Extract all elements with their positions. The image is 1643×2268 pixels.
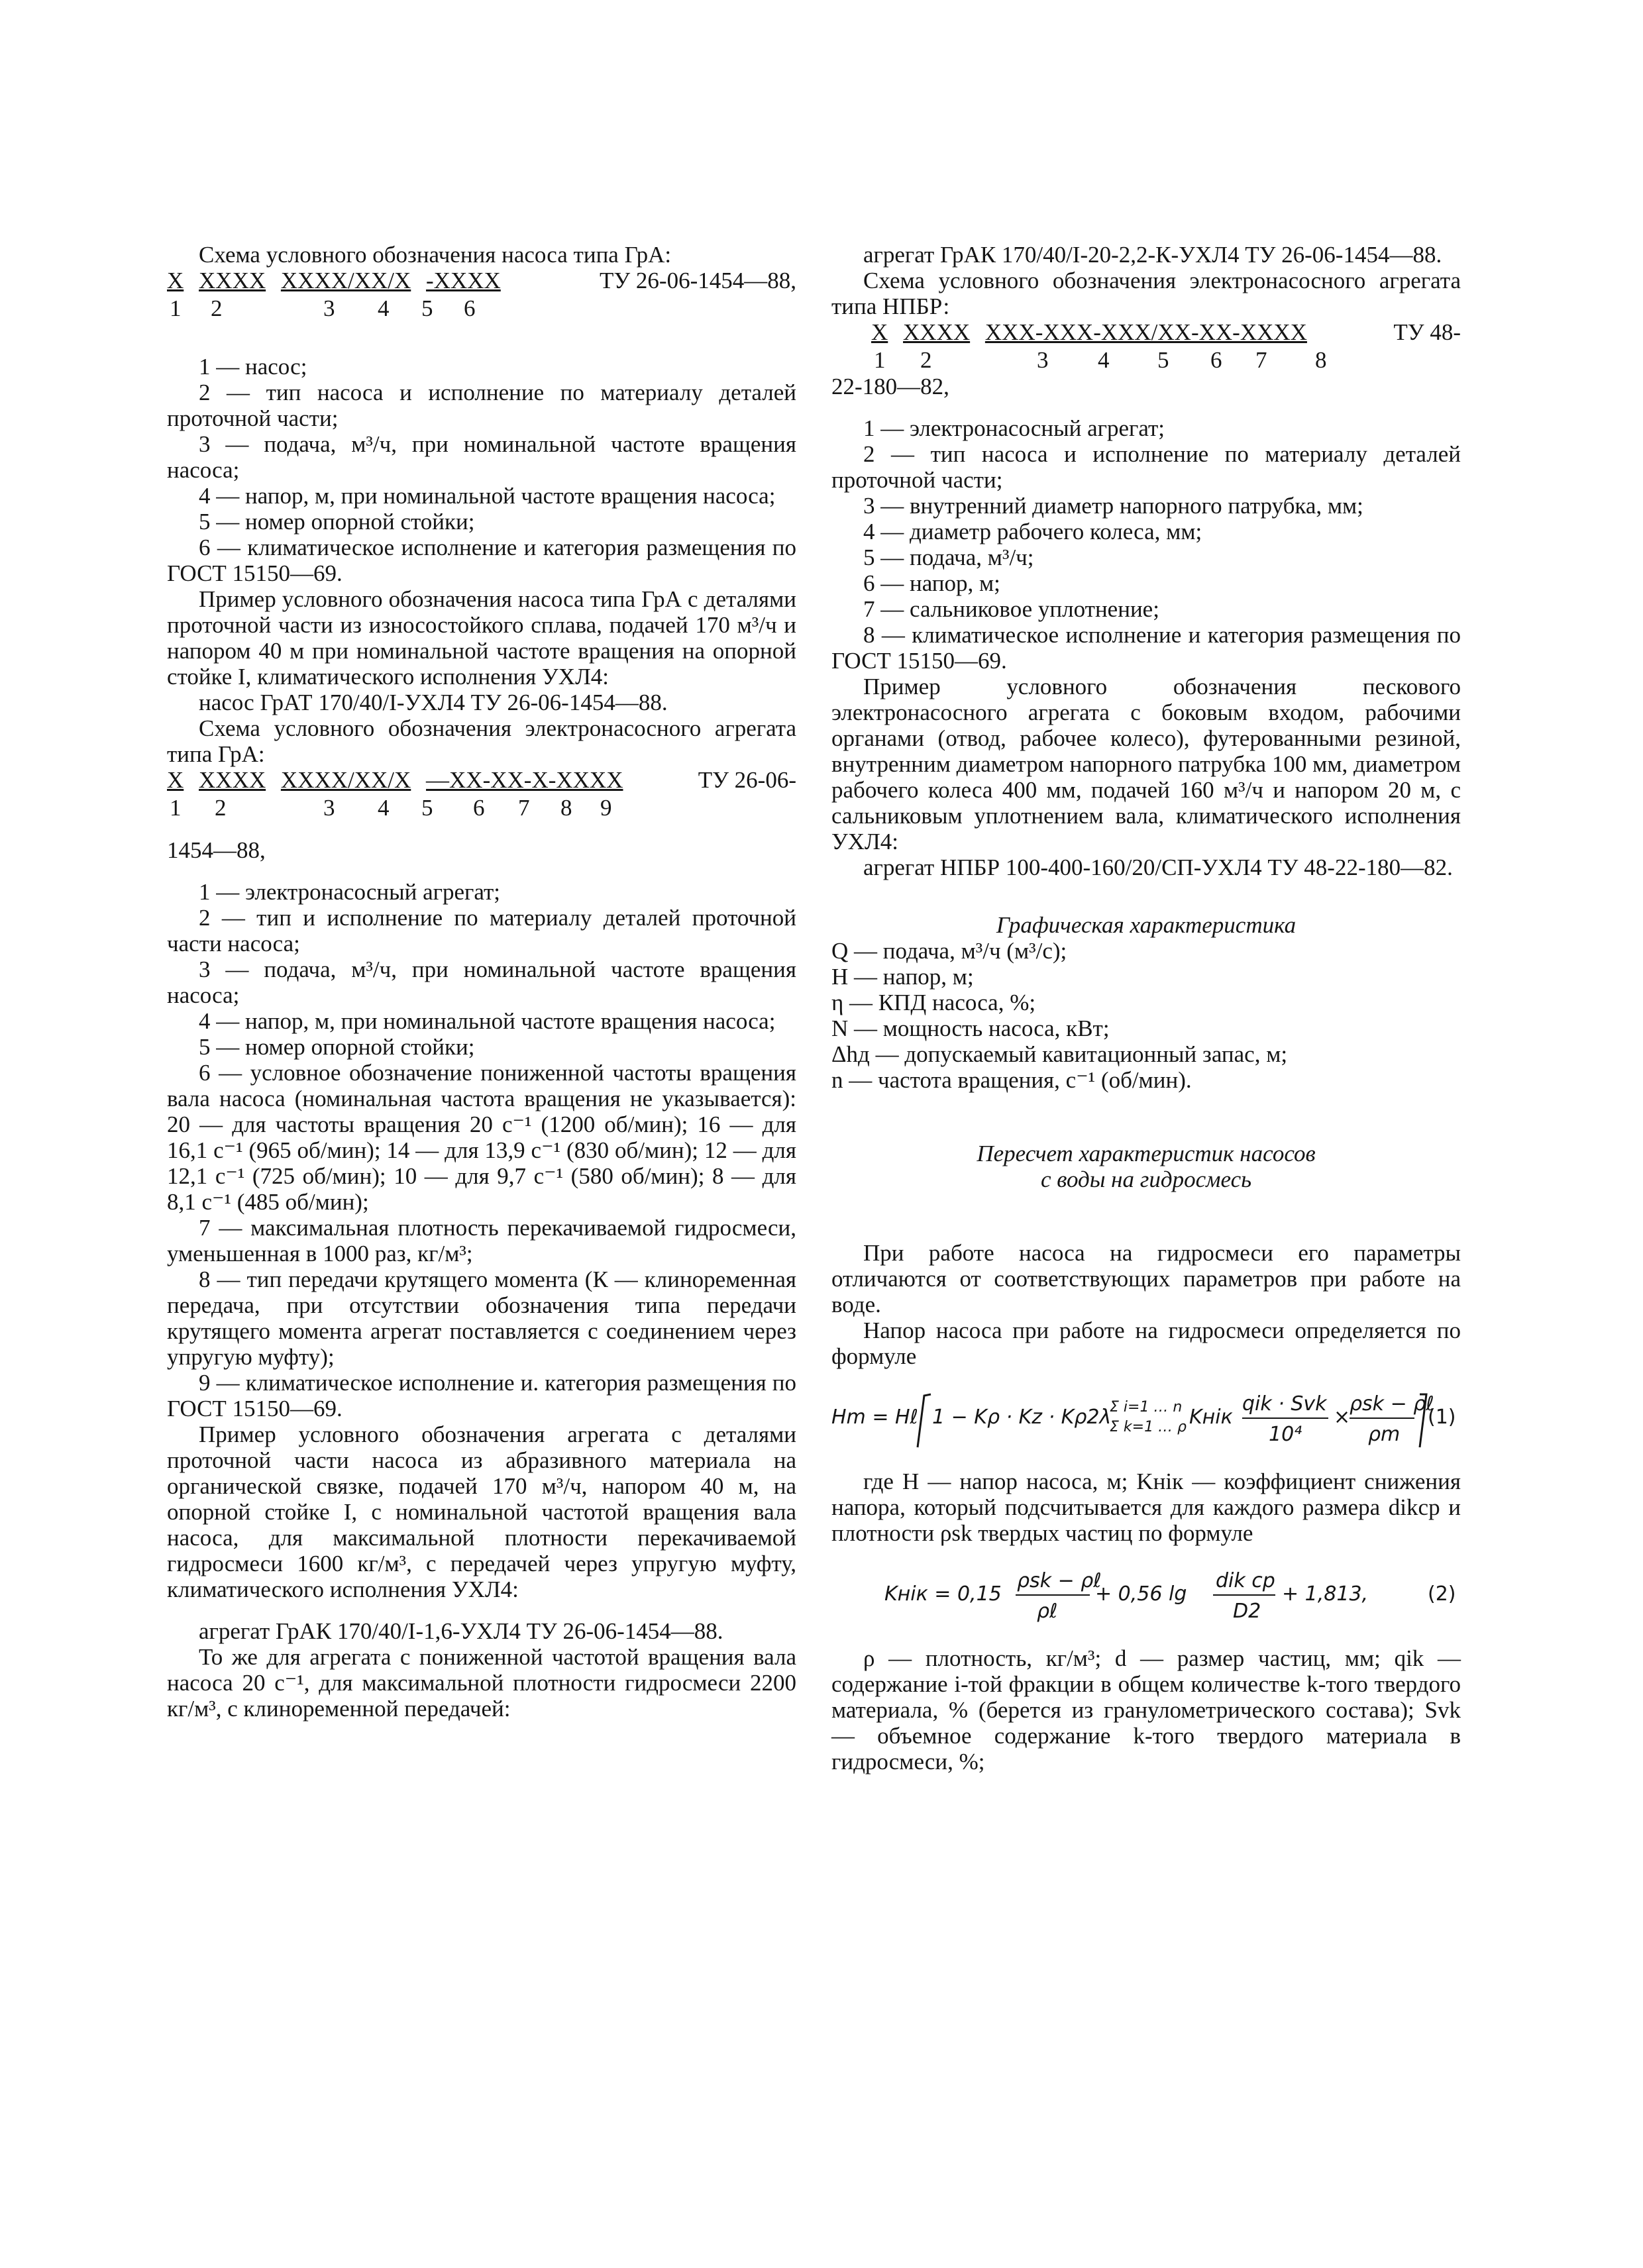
example-1-value: насос ГрАТ 170/40/I-УХЛ4 ТУ 26-06-1454—88. <box>199 690 668 715</box>
example-4-text: Пример условного обозначения пескового электронасосного агрегата с боковым входом, рабочими органами (отвод, рабочее колесо), футерованными резиной, внутренним диаметром напорного патрубка 100 мм, диаметром рабочего колеса 400 мм, подачей 160 м³/ч и напором 20 м, с сальниковым уплотнением вала, климатического исполнения УХЛ4: <box>831 674 1461 854</box>
example-4-value: агрегат НПБР 100-400-160/20/СП-УХЛ4 ТУ 48-22-180—82. <box>863 854 1453 880</box>
scheme-1-index: 6 <box>464 295 476 321</box>
scheme-1-item: 1 — насос; <box>199 354 307 380</box>
formula-2-mid: + 0,56 lg <box>1095 1582 1187 1606</box>
scheme-1-index: 4 <box>378 295 390 321</box>
scheme-1-code <box>167 268 796 322</box>
scheme-2-index: 5 <box>421 795 433 821</box>
scheme-3-item: 2 — тип насоса и исполнение по материалу деталей проточной части; <box>831 441 1461 493</box>
formula-2-lhs: Kнiк = 0,15 <box>884 1582 1002 1606</box>
graph-item: η — КПД насоса, %; <box>831 990 1036 1015</box>
scheme-1-index: 5 <box>421 295 433 321</box>
scheme-3-index: 8 <box>1315 347 1327 373</box>
scheme-1-item: 5 — номер опорной стойки; <box>199 509 475 535</box>
formula-1-sum-inner: Σ i=1 … n <box>1110 1399 1183 1416</box>
scheme-3-item: 7 — сальниковое уплотнение; <box>863 596 1159 622</box>
graph-item: N — мощность насоса, кВт; <box>831 1015 1110 1041</box>
formula-1-frac1-num: qik · Svk <box>1242 1392 1327 1416</box>
scheme-3-part: ХХХ-ХХХ-ХХХ/ХХ-ХХ-ХХХХ <box>984 319 1307 345</box>
scheme-2-part: —ХХ-ХХ-Х-ХХХХ <box>426 767 623 793</box>
formula-1-sum-outer: Σ k=1 … ρ <box>1110 1419 1187 1435</box>
scheme-2-item: 2 — тип и исполнение по материалу деталей проточной части насоса; <box>167 905 796 956</box>
scheme-3-item: 5 — подача, м³/ч; <box>863 544 1034 570</box>
recalc-heading-line-2: с воды на гидросмесь <box>1040 1166 1252 1192</box>
scheme-1-item: 4 — напор, м, при номинальной частоте вращения насоса; <box>199 483 776 509</box>
formula-1-frac2-num: ρsk − ρℓ <box>1350 1392 1434 1416</box>
formula-2-frac2-den: D2 <box>1233 1600 1261 1623</box>
scheme-2-index: 3 <box>323 795 335 821</box>
graph-item: n — частота вращения, с⁻¹ (об/мин). <box>831 1067 1192 1093</box>
scheme-2-part: ХХХХ/ХХ/Х <box>280 767 411 793</box>
formula-1-lhs: Hm = Hℓ <box>831 1406 918 1429</box>
recalc-heading-line-1: Пересчет характеристик насосов <box>977 1141 1316 1166</box>
scheme-1-index: 3 <box>323 295 335 321</box>
scheme-1-part: ХХХХ/ХХ/Х <box>280 268 411 293</box>
scheme-3-code <box>831 319 1461 374</box>
scheme-3-index: 7 <box>1255 347 1267 373</box>
scheme-2-item: 3 — подача, м³/ч, при номинальной частоте вращения насоса; <box>167 956 796 1008</box>
scheme-2-item: 9 — климатическое исполнение и. категория размещения по ГОСТ 15150—69. <box>167 1370 796 1421</box>
scheme-3-item: 8 — климатическое исполнение и категория размещения по ГОСТ 15150—69. <box>831 622 1461 674</box>
right-column <box>831 242 1461 1775</box>
paragraph-1: При работе насоса на гидросмеси его параметры отличаются от соответствующих параметров при работе на воде. <box>831 1240 1461 1317</box>
formula-2-frac1-den: ρℓ <box>1037 1600 1058 1623</box>
scheme-3-index: 3 <box>1037 347 1049 373</box>
scheme-3-item: 1 — электронасосный агрегат; <box>863 415 1165 441</box>
left-column <box>167 242 796 1722</box>
scheme-1-title: Схема условного обозначения насоса типа ГрА: <box>199 242 672 268</box>
example-3-value: агрегат ГрАК 170/40/I-20-2,2-К-УХЛ4 ТУ 26-06-1454—88. <box>863 242 1442 268</box>
graph-item: H — напор, м; <box>831 964 974 990</box>
scheme-1-item: 6 — климатическое исполнение и категория размещения по ГОСТ 15150—69. <box>167 535 796 586</box>
paragraph-3: где H — напор насоса, м; Kнiк — коэффициент снижения напора, который подсчитывается для каждого размера dikср и плотности ρsk твердых частиц по формуле <box>831 1469 1461 1546</box>
scheme-3-tu: ТУ 48- <box>1393 319 1461 345</box>
scheme-2-index: 7 <box>518 795 530 821</box>
graph-item: Δhд — допускаемый кавитационный запас, м; <box>831 1041 1288 1067</box>
scheme-3-item: 4 — диаметр рабочего колеса, мм; <box>863 519 1202 544</box>
example-2-text: Пример условного обозначения агрегата с деталями проточной части насоса из абразивного материала на органической связке, подачей 170 м³/ч, напором 40 м, на опорной стойке I, с номинальной частотой вращения вала насоса, для максимальной плотности перекачиваемой гидросмеси 1600 кг/м³, с передачей через упругую муфту, климатического исполнения УХЛ4: <box>167 1421 796 1602</box>
example-1-text: Пример условного обозначения насоса типа ГрА с деталями проточной части из износостойкого сплава, подачей 170 м³/ч и напором 40 м при номинальной частоте вращения на опорной стойке I, климатического исполнения УХЛ4: <box>167 586 796 690</box>
scheme-3-index: 2 <box>920 347 932 373</box>
scheme-1-part: -ХХХХ <box>426 268 501 293</box>
scheme-2-item: 7 — максимальная плотность перекачиваемой гидросмеси, уменьшенная в 1000 раз, кг/м³; <box>167 1215 796 1266</box>
scheme-3-index: 1 <box>874 347 886 373</box>
paragraph-4: ρ — плотность, кг/м³; d — размер частиц, мм; qik — содержание i-той фракции в общем количестве k-того твердого материала, % (берется из гранулометрического состава); Svk — объемное содержание k-того твердого материала в гидросмеси, %; <box>831 1645 1461 1775</box>
scheme-2-index: 6 <box>473 795 485 821</box>
formula-1-number: (1) <box>1428 1406 1456 1429</box>
formula-1-k: Kнiк <box>1189 1406 1233 1429</box>
scheme-2-part: ХХХХ <box>199 767 266 793</box>
formula-1-frac2-den: ρm <box>1368 1423 1401 1446</box>
formula-1-frac1-den: 10⁴ <box>1269 1423 1302 1446</box>
scheme-3-part: Х <box>871 319 888 345</box>
scheme-1-index: 2 <box>211 295 223 321</box>
scheme-2-item: 5 — номер опорной стойки; <box>199 1034 475 1060</box>
scheme-3-tu-continued: 22-180—82, <box>831 374 949 399</box>
scheme-1-item: 3 — подача, м³/ч, при номинальной частоте вращения насоса; <box>167 431 796 483</box>
scheme-3-item: 6 — напор, м; <box>863 570 1000 596</box>
scheme-2-tu: ТУ 26-06- <box>698 767 796 793</box>
scheme-3-index: 4 <box>1098 347 1110 373</box>
formula-1-body: 1 − Kρ · Kz · Kρ2λ <box>932 1406 1112 1429</box>
graph-heading: Графическая характеристика <box>996 912 1297 938</box>
scheme-1-part: ХХХХ <box>199 268 266 293</box>
scheme-2-item: 8 — тип передачи крутящего момента (К — клиноременная передача, при отсутствии обозначения типа передачи крутящего момента агрегат поставляется с соединением через упругую муфту); <box>167 1266 796 1370</box>
scheme-2-index: 2 <box>215 795 227 821</box>
scheme-2-item: 4 — напор, м, при номинальной частоте вращения насоса; <box>199 1008 776 1034</box>
scheme-1-index: 1 <box>170 295 182 321</box>
formula-2-number: (2) <box>1428 1582 1456 1606</box>
scheme-3-item: 3 — внутренний диаметр напорного патрубка, мм; <box>863 493 1363 519</box>
scheme-2-tu-continued: 1454—88, <box>167 837 266 863</box>
scheme-2-part: Х <box>167 767 184 793</box>
scheme-3-part: ХХХХ <box>903 319 971 345</box>
scheme-2-index: 8 <box>560 795 572 821</box>
scheme-1-tu: ТУ 26-06-1454—88, <box>600 268 796 293</box>
scheme-2-index: 4 <box>378 795 390 821</box>
scheme-1-part: Х <box>167 268 184 293</box>
formula-2-frac1-num: ρsk − ρℓ <box>1017 1569 1102 1592</box>
scheme-1-item: 2 — тип насоса и исполнение по материалу деталей проточной части; <box>167 380 796 431</box>
formula-1-times: × <box>1334 1406 1351 1429</box>
scheme-3-title: Схема условного обозначения электронасосного агрегата типа НПБР: <box>831 268 1461 319</box>
graph-item: Q — подача, м³/ч (м³/с); <box>831 938 1067 964</box>
scheme-2-index: 1 <box>170 795 182 821</box>
scheme-3-index: 5 <box>1157 347 1169 373</box>
formula-2 <box>831 1546 1461 1645</box>
scheme-2-index: 9 <box>600 795 612 821</box>
formula-1 <box>831 1369 1461 1469</box>
scheme-3-index: 6 <box>1210 347 1222 373</box>
scheme-2-item: 6 — условное обозначение пониженной частоты вращения вала насоса (номинальная частота вращения не указывается): 20 — для частоты вращения 20 с⁻¹ (1200 об/мин); 16 — для 16,1 с⁻¹ (965 об/мин); 14 — для 13,9 с⁻¹ (830 об/мин); 12 — для 12,1 с⁻¹ (725 об/мин); 10 — для 9,7 с⁻¹ (580 об/мин); 8 — для 8,1 с⁻¹ (485 об/мин); <box>167 1060 796 1215</box>
scheme-2-item: 1 — электронасосный агрегат; <box>199 879 501 905</box>
paragraph-2: Напор насоса при работе на гидросмеси определяется по формуле <box>831 1317 1461 1369</box>
scheme-2-code <box>167 767 796 821</box>
example-2-value: агрегат ГрАК 170/40/I-1,6-УХЛ4 ТУ 26-06-1454—88. <box>199 1618 723 1644</box>
formula-2-frac2-num: dik ср <box>1216 1569 1275 1592</box>
scheme-2-title: Схема условного обозначения электронасосного агрегата типа ГрА: <box>167 715 796 767</box>
formula-2-tail: + 1,813, <box>1282 1582 1369 1606</box>
example-3-text: То же для агрегата с пониженной частотой вращения вала насоса 20 с⁻¹, для максимальной плотности гидросмеси 2200 кг/м³, с клиноременной передачей: <box>167 1644 796 1722</box>
